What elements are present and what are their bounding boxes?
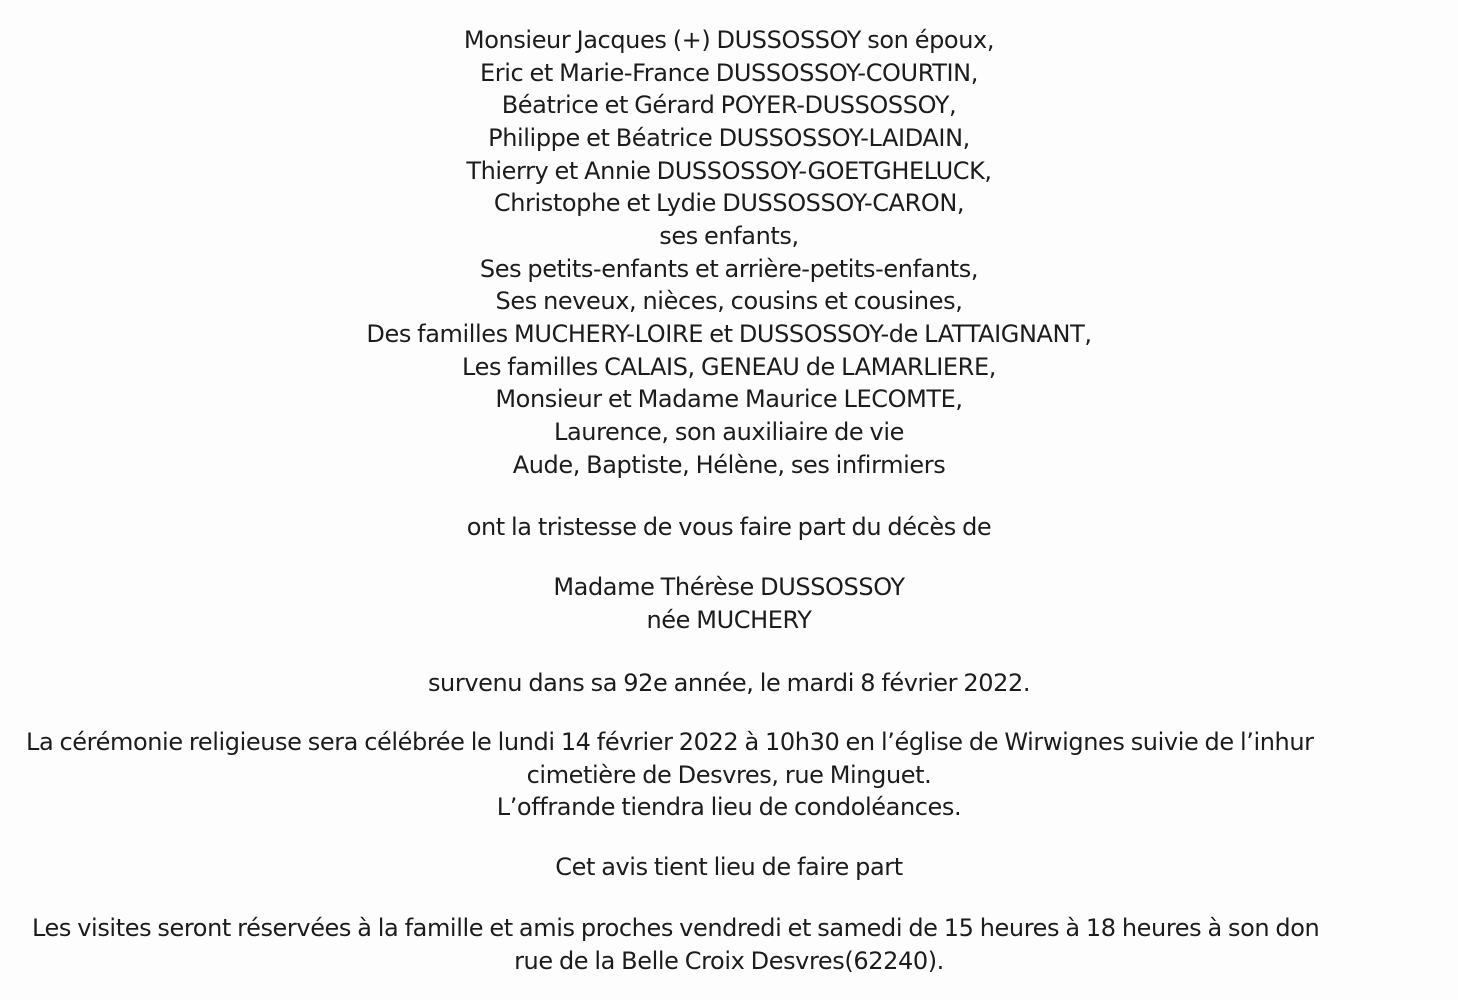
mourner-line: Monsieur Jacques (+) DUSSOSSOY son époux, bbox=[463, 26, 995, 54]
mourner-line: ses enfants, bbox=[659, 222, 799, 250]
ceremony-line: cimetière de Desvres, rue Minguet. bbox=[526, 761, 932, 789]
deceased-maiden-name: née MUCHERY bbox=[646, 606, 812, 634]
mourner-line: Les familles CALAIS, GENEAU de LAMARLIERE, bbox=[462, 353, 996, 381]
ceremony-line: La cérémonie religieuse sera célébrée le lundi 14 février 2022 à 10h30 en l’église de Wirwignes suivie de l’inhur bbox=[26, 728, 1314, 756]
ceremony-line: L’offrande tiendra lieu de condoléances. bbox=[496, 793, 962, 821]
mourner-line: Philippe et Béatrice DUSSOSSOY-LAIDAIN, bbox=[488, 124, 970, 152]
mourner-line: Béatrice et Gérard POYER-DUSSOSSOY, bbox=[501, 91, 957, 119]
mourner-line: Ses neveux, nièces, cousins et cousines, bbox=[495, 287, 963, 315]
mourner-line: Thierry et Annie DUSSOSSOY-GOETGHELUCK, bbox=[466, 157, 992, 185]
deceased-name: Madame Thérèse DUSSOSSOY bbox=[553, 573, 905, 601]
mourner-line: Monsieur et Madame Maurice LECOMTE, bbox=[495, 385, 963, 413]
mourner-line: Christophe et Lydie DUSSOSSOY-CARON, bbox=[493, 189, 965, 217]
mourner-line: Aude, Baptiste, Hélène, ses infirmiers bbox=[512, 451, 946, 479]
announcement: ont la tristesse de vous faire part du décès de bbox=[466, 513, 992, 541]
mourner-line: Des familles MUCHERY-LOIRE et DUSSOSSOY-de LATTAIGNANT, bbox=[366, 320, 1092, 348]
visits-line: rue de la Belle Croix Desvres(62240). bbox=[514, 947, 944, 975]
mourner-line: Ses petits-enfants et arrière-petits-enfants, bbox=[479, 255, 979, 283]
notice-line: Cet avis tient lieu de faire part bbox=[555, 853, 903, 881]
death-date: survenu dans sa 92e année, le mardi 8 février 2022. bbox=[427, 669, 1031, 697]
mourner-line: Laurence, son auxiliaire de vie bbox=[554, 418, 904, 446]
visits-line: Les visites seront réservées à la famille et amis proches vendredi et samedi de 15 heures à 18 heures à son don bbox=[32, 914, 1320, 942]
mourner-line: Eric et Marie-France DUSSOSSOY-COURTIN, bbox=[480, 59, 978, 87]
